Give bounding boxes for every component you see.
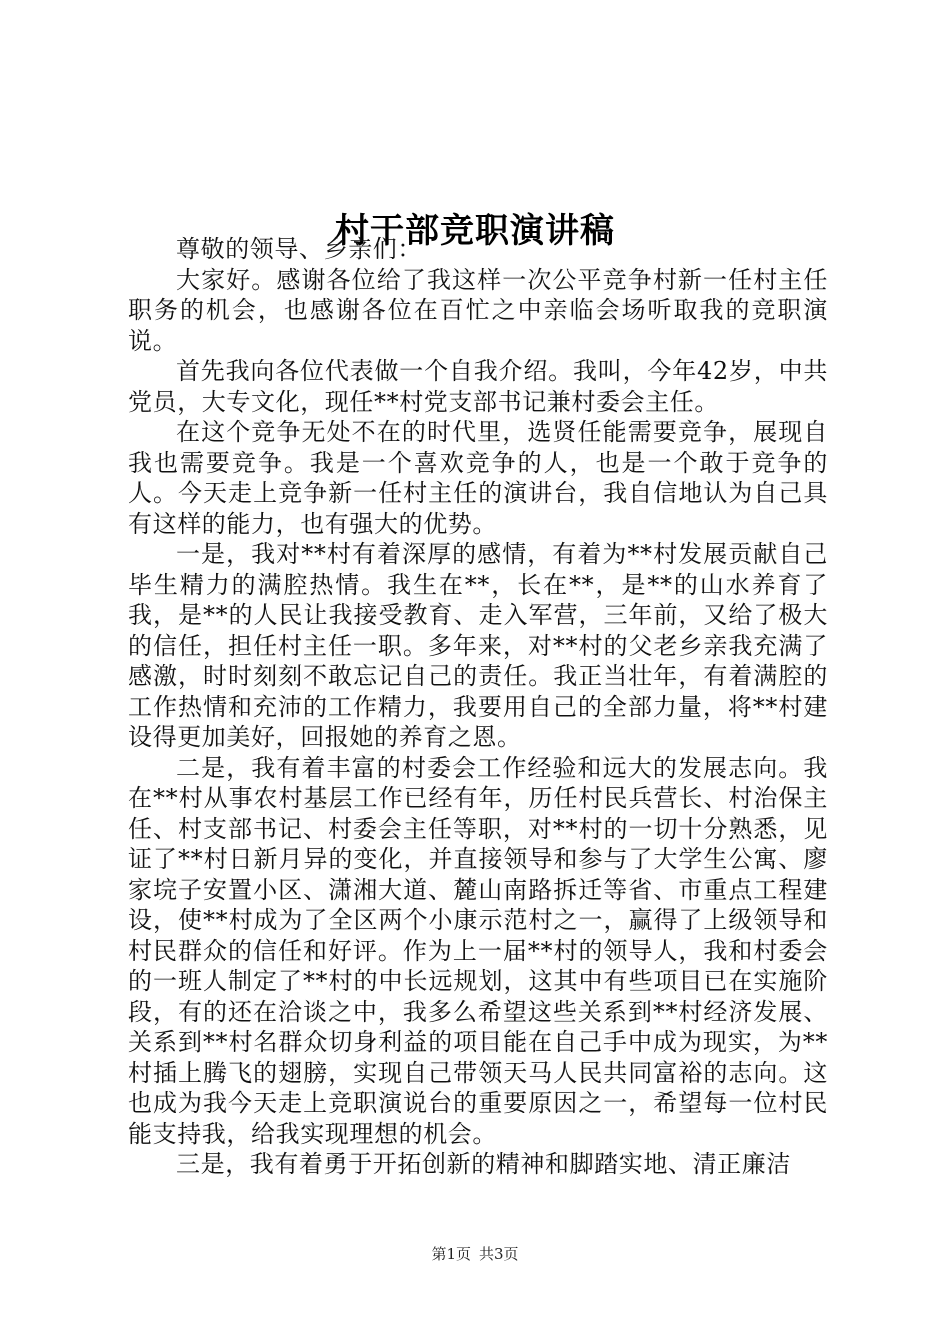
page-footer bbox=[0, 1244, 950, 1264]
page-number: 第1页 bbox=[431, 1245, 471, 1263]
body-paragraph: 在这个竞争无处不在的时代里，选贤任能需要竞争，展现自我也需要竞争。我是一个喜欢竞争的人，也是一个敢于竞争的人。今天走上竞争新一任村主任的演讲台，我自信地认为自己具有这样的能力，也有强大的优势。 bbox=[128, 418, 828, 538]
document-body bbox=[128, 234, 828, 1180]
body-paragraph: 二是，我有着丰富的村委会工作经验和远大的发展志向。我在**村从事农村基层工作已经有年，历任村民兵营长、村治保主任、村支部书记、村委会主任等职，对**村的一切十分熟悉，见证了**村日新月异的变化，并直接领导和参与了大学生公寓、廖家垸子安置小区、潇湘大道、麓山南路拆迁等省、市重点工程建设，使**村成为了全区两个小康示范村之一，赢得了上级领导和村民群众的信任和好评。作为上一届**村的领导人，我和村委会的一班人制定了**村的中长远规划，这其中有些项目已在实施阶段，有的还在洽谈之中，我多么希望这些关系到**村经济发展、关系到**村名群众切身利益的项目能在自己手中成为现实，为**村插上腾飞的翅膀，实现自己带领天马人民共同富裕的志向。这也成为我今天走上竞职演说台的重要原因之一，希望每一位村民能支持我，给我实现理想的机会。 bbox=[128, 753, 828, 1148]
body-paragraph: 首先我向各位代表做一个自我介绍。我叫，今年42岁，中共党员，大专文化，现任**村党支部书记兼村委会主任。 bbox=[128, 357, 828, 416]
page-total: 共3页 bbox=[479, 1245, 519, 1263]
document-title: 村干部竞职演讲稿 bbox=[335, 210, 615, 251]
body-paragraph: 一是，我对**村有着深厚的感情，有着为**村发展贡献自己毕生精力的满腔热情。我生在**，长在**，是**的山水养育了我，是**的人民让我接受教育、走入军营，三年前，又给了极大的信任，担任村主任一职。多年来，对**村的父老乡亲我充满了感激，时时刻刻不敢忘记自己的责任。我正当壮年，有着满腔的工作热情和充沛的工作精力，我要用自己的全部力量，将**村建设得更加美好，回报她的养育之恩。 bbox=[128, 540, 828, 751]
salutation-paragraph: 尊敬的领导、乡亲们： bbox=[176, 235, 422, 263]
body-paragraph: 大家好。感谢各位给了我这样一次公平竞争村新一任村主任职务的机会，也感谢各位在百忙之中亲临会场听取我的竞职演说。 bbox=[128, 265, 828, 355]
body-paragraph: 三是，我有着勇于开拓创新的精神和脚踏实地、清正廉洁 bbox=[176, 1150, 791, 1178]
